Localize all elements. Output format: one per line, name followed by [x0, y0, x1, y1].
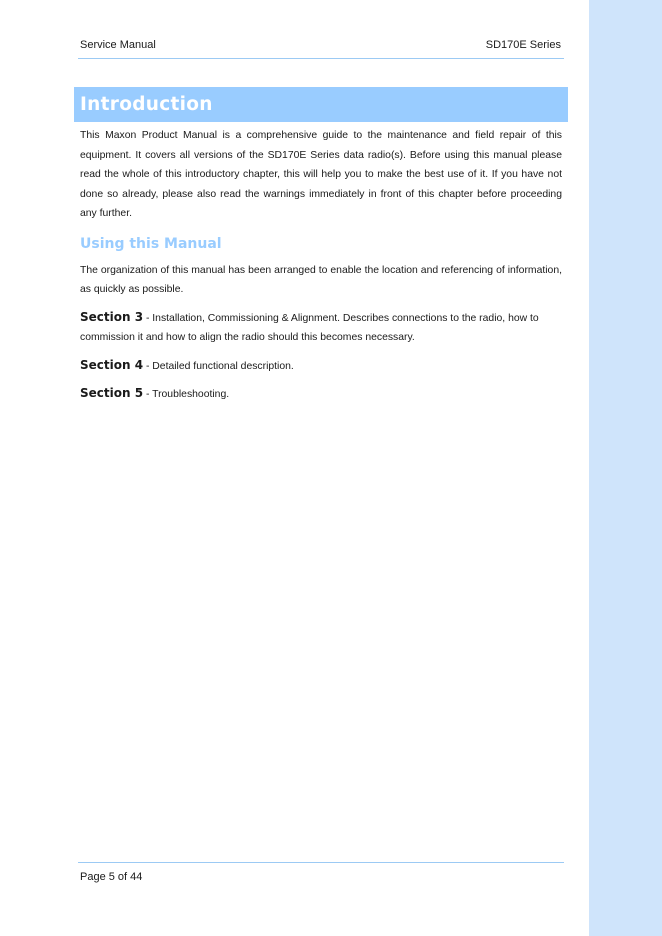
- section-3-description: - Installation, Commissioning & Alignment. Describes connections to the radio, how to commission it and how to align the radio should this becomes necessary.: [80, 312, 539, 343]
- chapter-title-bar: [74, 87, 568, 122]
- header-manual-type: Service Manual: [80, 39, 156, 51]
- section-4-name: Section 4: [80, 357, 144, 372]
- chapter-title: Introduction: [80, 94, 213, 115]
- section-5-description: - Troubleshooting.: [143, 389, 230, 400]
- section-4-description: - Detailed functional description.: [143, 360, 294, 372]
- subheading-using-manual: Using this Manual: [80, 235, 222, 252]
- page-number: Page 5 of 44: [80, 871, 143, 883]
- side-color-band: [589, 0, 662, 936]
- section-3-name: Section 3: [80, 309, 144, 324]
- organization-paragraph: The organization of this manual has been arranged to enable the location and referencing of information, as quickly as possible.: [80, 264, 562, 295]
- section-3-entry: [80, 308, 562, 348]
- header-divider: [78, 58, 564, 59]
- header-series-name: SD170E Series: [485, 39, 561, 51]
- footer-divider: [78, 862, 564, 863]
- section-4-entry: [80, 356, 562, 377]
- page-content: [80, 126, 562, 405]
- intro-paragraph: This Maxon Product Manual is a comprehensive guide to the maintenance and field repair of this equipment. It covers all versions of the SD170E Series data radio(s). Before using this manual please read the whole of this introductory chapter, this will help you to make the best use of it. If you have not done so already, please also read the warnings immediately in front of this chapter before proceeding any further.: [80, 130, 562, 219]
- section-5-entry: [80, 384, 562, 405]
- section-5-name: Section 5: [80, 386, 144, 400]
